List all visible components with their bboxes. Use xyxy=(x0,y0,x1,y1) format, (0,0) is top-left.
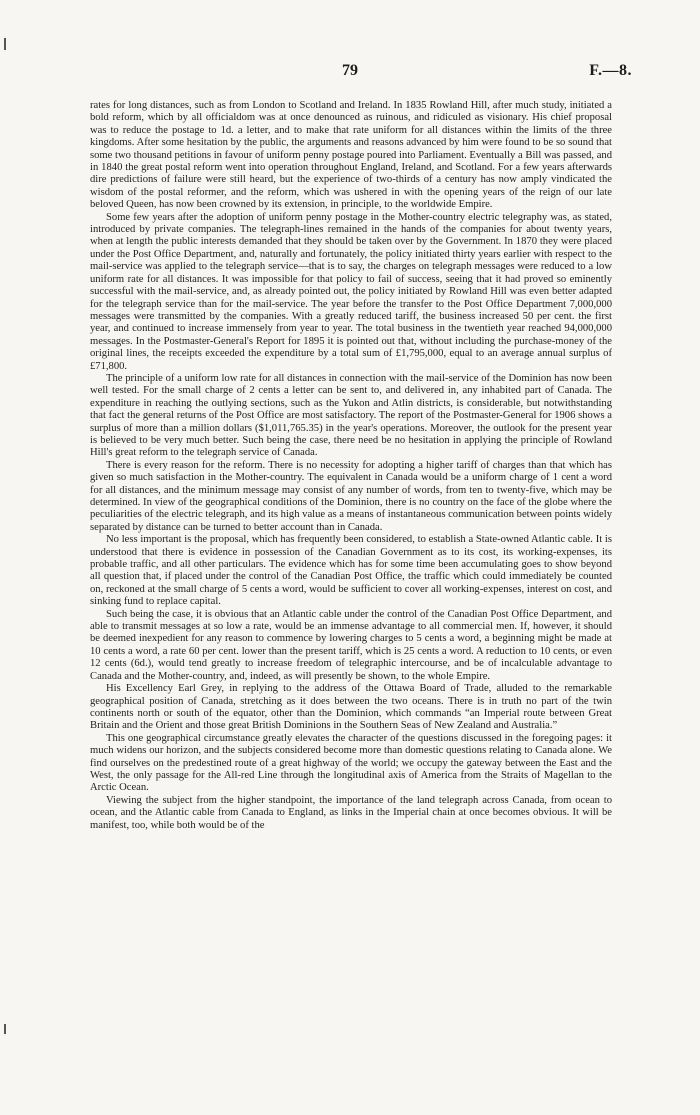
left-margin-mark-bottom xyxy=(4,1024,6,1034)
body-text xyxy=(90,100,612,832)
paragraph-1: rates for long distances, such as from London to Scotland and Ireland. In 1835 Rowland Hill, after much study, initiated a bold reform, which by all officialdom was at once denounced as ruinous, and ridiculed as visionary. His chief proposal was to reduce the postage to 1d. a letter, and to make that rate uniform for all distances within the limits of the three kingdoms. After some hesitation by the public, the arguments and reasons advanced by him were found to be so sound that some two thousand petitions in favour of uniform penny postage poured into Parliament. Eventually a Bill was passed, and in 1840 the great postal reform went into operation throughout England, Ireland, and Scotland. For a few years afterwards dire predictions of failure were still heard, but the experience of two-thirds of a century has now amply vindicated the wisdom of the postal reformer, and the reform, which was ushered in with the opening years of the reign of our late beloved Queen, has now been crowned by its extension, in principle, to the worldwide Empire. xyxy=(90,100,612,211)
paragraph-2: Some few years after the adoption of uniform penny postage in the Mother-country electric telegraphy was, as stated, introduced by private companies. The telegraph-lines remained in the hands of the companies for about twenty years, when at length the public interests demanded that they should be taken over by the Government. In 1870 they were placed under the Post Office Department, and, naturally and fortunately, the policy initiated thirty years earlier with respect to the mail-service was applied to the telegraph service—that is to say, the charges on telegraph messages were reduced to a low uniform rate for all distances. It was impossible for that policy to fail of success, seeing that it had proved so eminently successful with the mail-service, and, as already pointed out, the policy initiated by Rowland Hill was even better adapted for the telegraph service than for the mail-service. The year before the transfer to the Post Office Department 7,000,000 messages were transmitted by the companies. With a greatly reduced tariff, the business increased 50 per cent. the first year, and continued to increase immensely from year to year. The total business in the twentieth year reached 94,000,000 messages. In the Postmaster-General's Report for 1895 it is pointed out that, without including the purchase-money of the original lines, the receipts exceeded the expenditure by a total sum of £1,795,000, equal to an average annual surplus of £71,800. xyxy=(90,211,612,372)
paragraph-5: No less important is the proposal, which has frequently been considered, to establish a State-owned Atlantic cable. It is understood that there is evidence in possession of the Canadian Government as to its cost, its working-expenses, its probable traffic, and all other particulars. The evidence which has for some time been accumulating goes to show beyond all question that, if placed under the control of the Canadian Post Office, the traffic which could immediately be counted on, reckoned at the small charge of 5 cents a word, would be sufficient to cover all working-expenses, interest on cost, and sinking fund to replace capital. xyxy=(90,534,612,608)
page-header xyxy=(0,62,700,84)
paragraph-6: Such being the case, it is obvious that an Atlantic cable under the control of the Canadian Post Office Department, and able to transmit messages at so low a rate, would be an immense advantage to all commercial men. If, however, it should be deemed inexpedient for any reason to commence by lowering charges to 5 cents a word, a beginning might be made at 10 cents a word, a rate 60 per cent. lower than the present tariff, which is 25 cents a word. A reduction to 10 cents, or even 12 cents (6d.), would tend greatly to increase freedom of telegraphic intercourse, and be of incalculable advantage to Canada and the Mother-country, and, indeed, as will presently be shown, to the whole Empire. xyxy=(90,608,612,682)
paragraph-3: The principle of a uniform low rate for all distances in connection with the mail-service of the Dominion has now been well tested. For the small charge of 2 cents a letter can be sent to, and delivered in, any inhabited part of Canada. The expenditure in reaching the outlying sections, such as the Yukon and Atlin districts, is considerable, but notwithstanding that fact the general returns of the Post Office are most satisfactory. The report of the Postmaster-General for 1906 shows a surplus of more than a million dollars ($1,011,765.35) in the year's operations. Moreover, the outlook for the present year is believed to be very much better. Such being the case, there need be no hesitation in applying the principle of Rowland Hill's great reform to the telegraph service of Canada. xyxy=(90,372,612,459)
page-number: 79 xyxy=(342,62,358,79)
paragraph-4: There is every reason for the reform. There is no necessity for adopting a higher tariff of charges than that which has given so much satisfaction in the Mother-country. The equivalent in Canada would be a uniform charge of 1 cent a word for all distances, and the minimum message may consist of any number of words, from ten to twenty-five, which may be determined. In view of the geographical conditions of the Dominion, there is no country on the face of the globe where the peculiarities of the electric telegraph, and its high value as a means of instantaneous communication between points widely separated by distance can be turned to better account than in Canada. xyxy=(90,459,612,533)
paragraph-9: Viewing the subject from the higher standpoint, the importance of the land telegraph across Canada, from ocean to ocean, and the Atlantic cable from Canada to England, as links in the Imperial chain at once becomes obvious. It will be manifest, too, while both would be of the xyxy=(90,794,612,831)
document-code: F.—8. xyxy=(589,62,632,79)
left-margin-mark-top xyxy=(4,38,6,50)
paragraph-7: His Excellency Earl Grey, in replying to the address of the Ottawa Board of Trade, alluded to the remarkable geographical position of Canada, stretching as it does between the two oceans. There is in truth no part of the twin continents north or south of the equator, other than the Dominion, which commands “an Imperial route between Great Britain and the Orient and those great British Dominions in the Southern Seas of New Zealand and Australia.” xyxy=(90,683,612,732)
paragraph-8: This one geographical circumstance greatly elevates the character of the questions discussed in the foregoing pages: it much widens our horizon, and the subjects considered become more than domestic questions relating to Canada alone. We find ourselves on the predestined route of a great highway of the world; we occupy the gateway between the East and the West, the only passage for the All-red Line through the longitudinal axis of America from the Straits of Magellan to the Arctic Ocean. xyxy=(90,732,612,794)
